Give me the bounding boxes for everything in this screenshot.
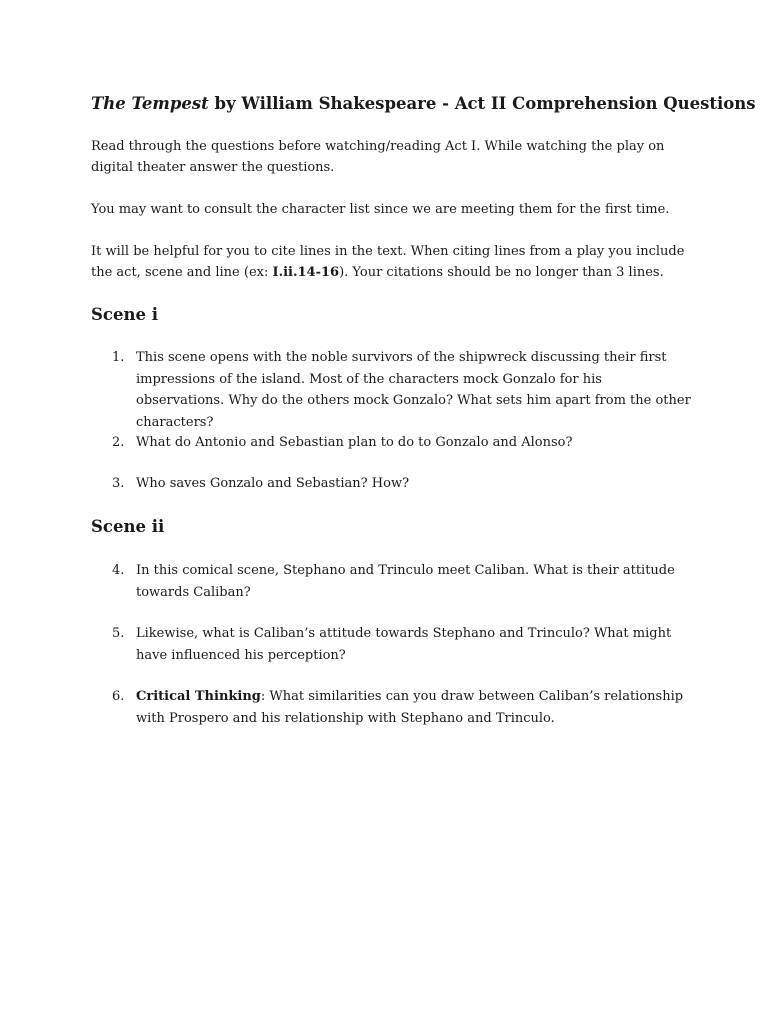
question-4 — [112, 560, 692, 603]
question-number: 6. — [112, 689, 125, 704]
intro-p3-text-start: It will be helpful for you to cite lines in the text. When citing lines from a play you include the act, scene and line (ex: — [91, 244, 685, 280]
question-number: 5. — [112, 626, 125, 641]
question-text: Likewise, what is Caliban’s attitude towards Stephano and Trinculo? What might have influenced his perception? — [136, 626, 672, 663]
question-text — [136, 686, 692, 729]
play-title: The Tempest — [91, 94, 209, 113]
scene-i-heading: Scene i — [91, 305, 158, 324]
question-number: 2. — [112, 435, 125, 450]
question-text: In this comical scene, Stephano and Trinculo meet Caliban. What is their attitude towards Caliban? — [136, 563, 675, 600]
question-text: What do Antonio and Sebastian plan to do to Gonzalo and Alonso? — [136, 435, 573, 450]
question-text: Who saves Gonzalo and Sebastian? How? — [136, 476, 410, 491]
question-3 — [112, 473, 692, 495]
question-5 — [112, 623, 692, 666]
citation-example: I.ii.14-16 — [272, 265, 340, 280]
question-1 — [112, 347, 692, 433]
question-number: 1. — [112, 350, 125, 365]
question-number: 4. — [112, 563, 125, 578]
question-text: This scene opens with the noble survivors of the shipwreck discussing their first impressions of the island. Most of the characters mock Gonzalo for his observations. Why do the others mock Gonzalo? What sets him apart from the other characters? — [136, 350, 691, 430]
intro-paragraph-3 — [91, 241, 691, 283]
intro-p3-text-end: ). Your citations should be no longer than 3 lines. — [339, 265, 664, 280]
intro-paragraph-2: You may want to consult the character list since we are meeting them for the first time. — [91, 202, 670, 217]
scene-ii-heading: Scene ii — [91, 517, 165, 536]
page-title — [91, 92, 756, 116]
question-6 — [112, 686, 692, 729]
critical-thinking-label: Critical Thinking — [136, 689, 261, 704]
question-number: 3. — [112, 476, 125, 491]
question-6-text: : What similarities can you draw between Caliban’s relationship with Prospero and his relationship with Stephano and Trinculo. — [136, 689, 684, 726]
title-rest: by William Shakespeare - Act II Comprehension Questions — [208, 94, 756, 113]
intro-paragraph-1: Read through the questions before watching/reading Act I. While watching the play on digital theater answer the questions. — [91, 139, 665, 175]
question-2 — [112, 432, 692, 454]
